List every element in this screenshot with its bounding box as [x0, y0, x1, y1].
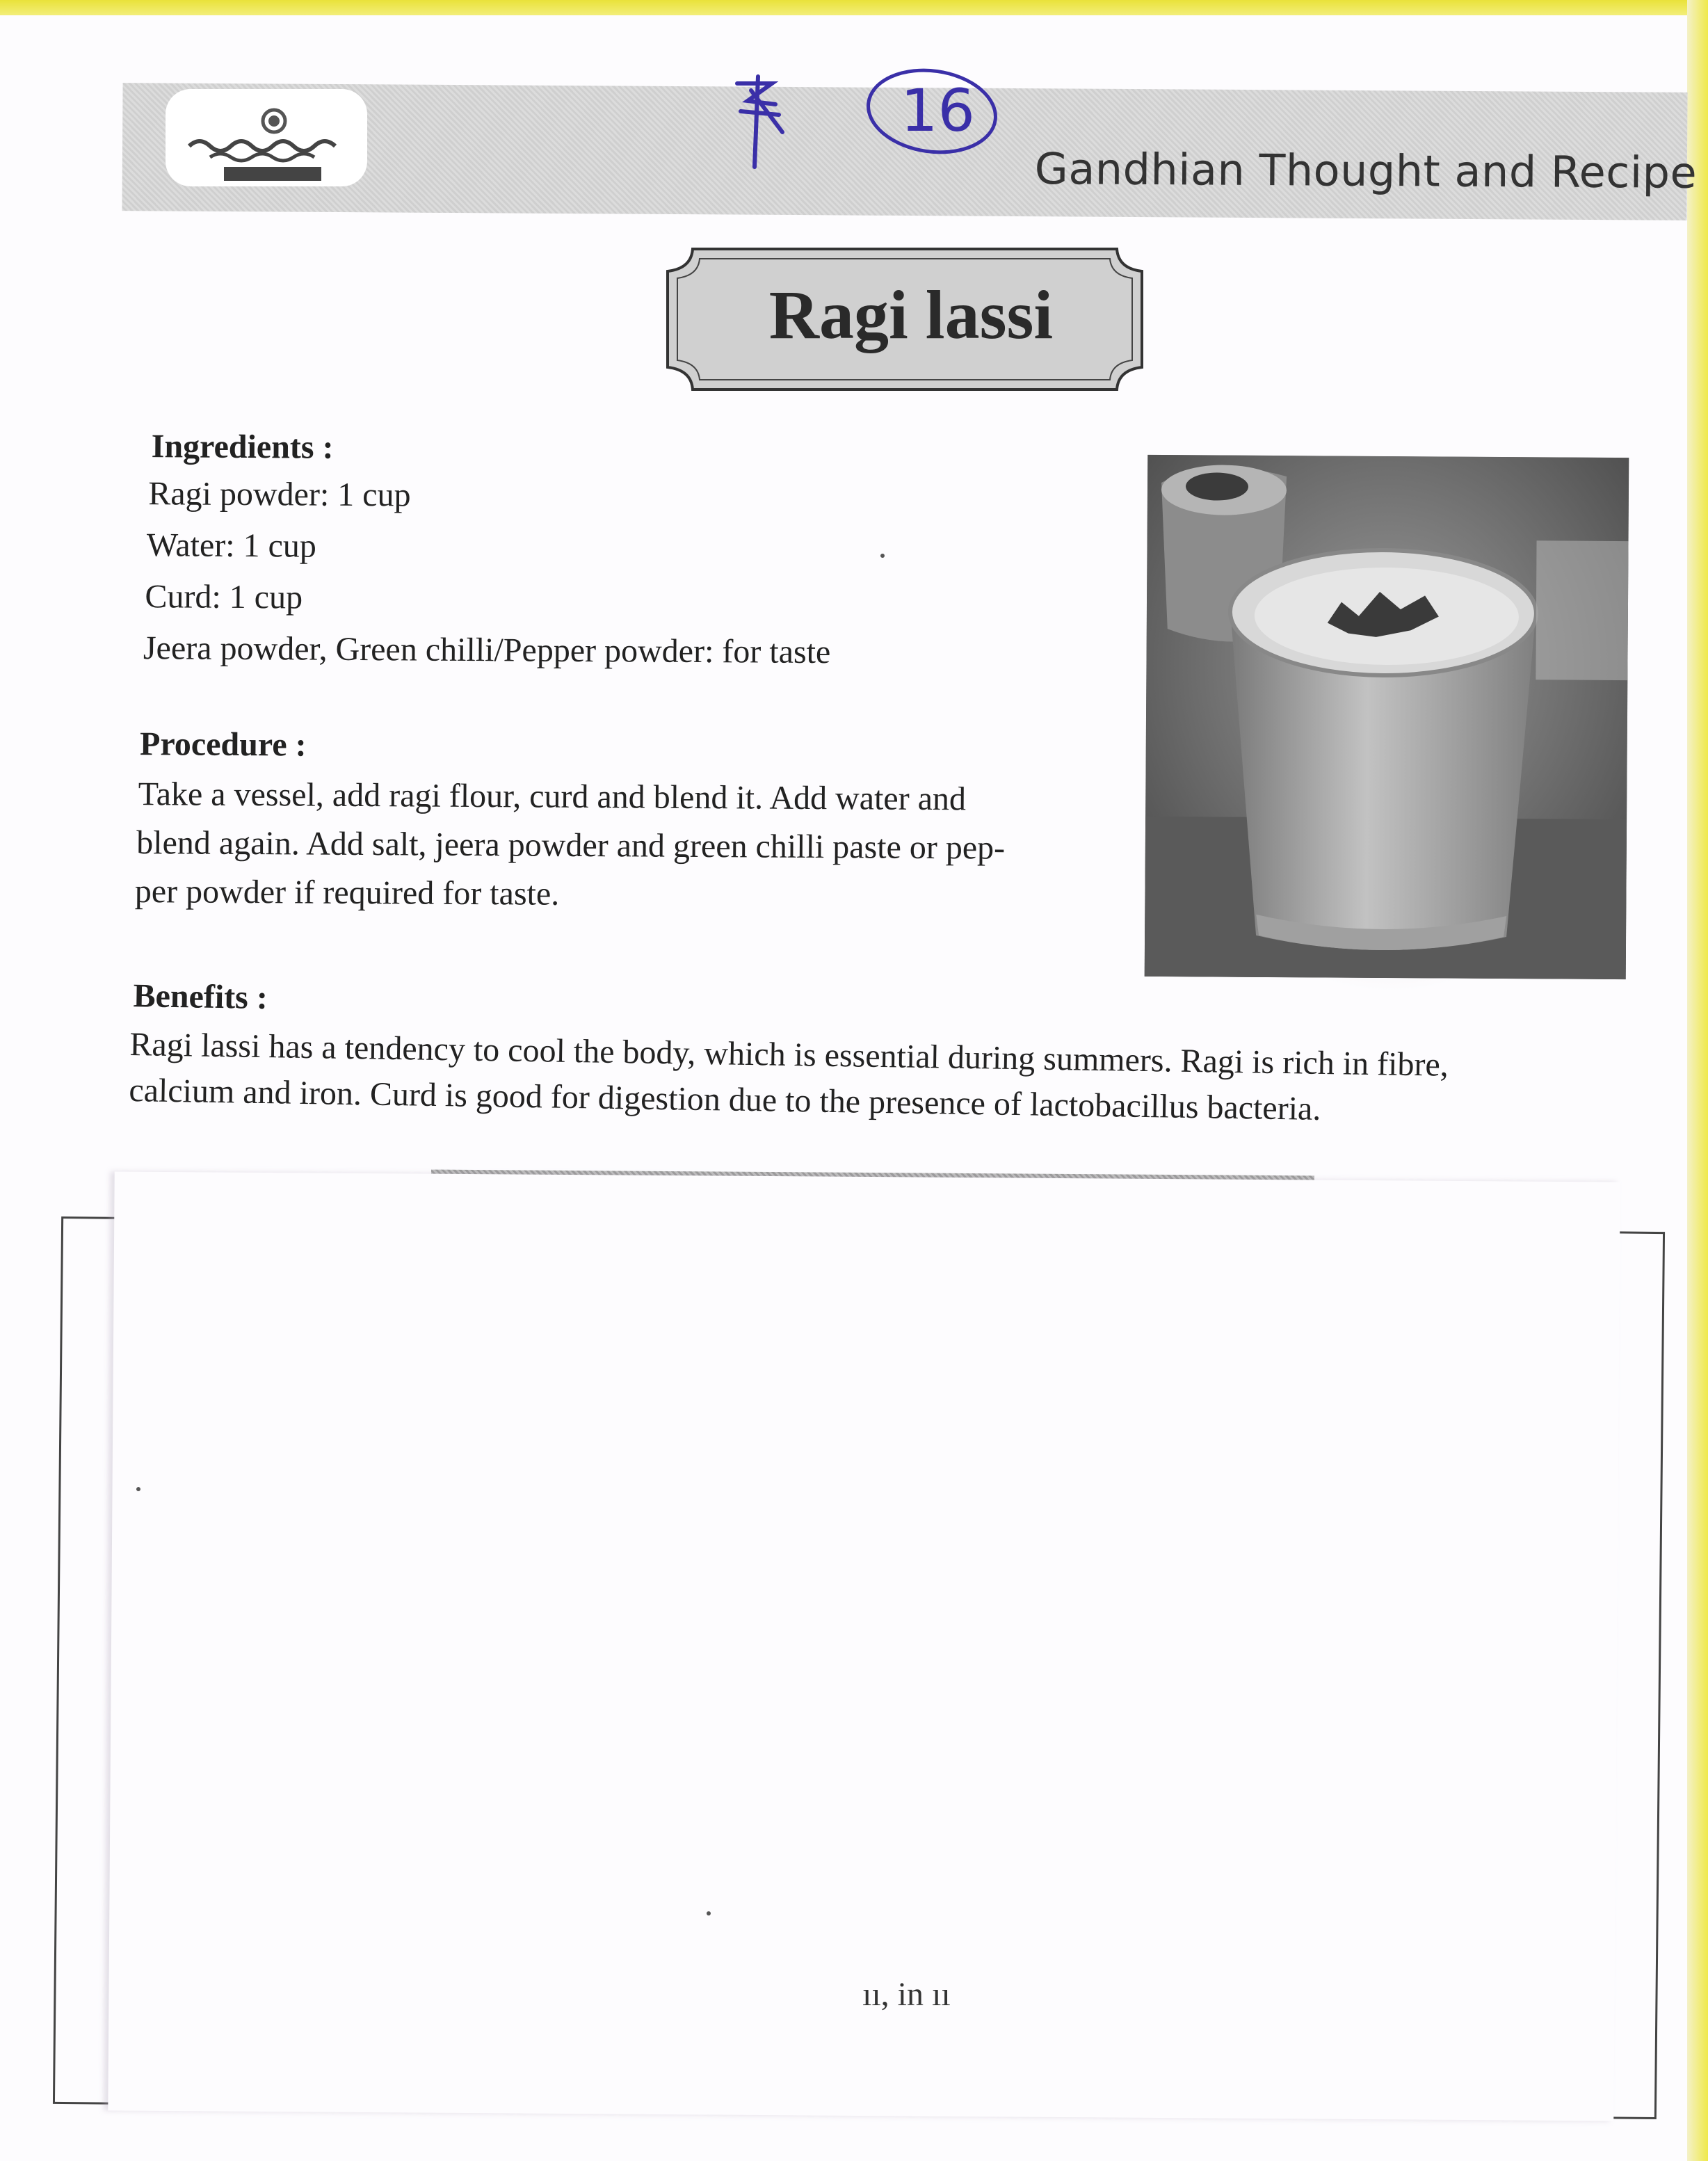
page-number: 16: [901, 77, 975, 145]
yellow-highlighter-right: [1687, 0, 1708, 2161]
benefits-line: Ragi lassi has a tendency to cool the body, which is essential during summers. Ragi is rich in fibre,: [129, 1026, 1449, 1084]
speck: [136, 1487, 140, 1491]
ingredient-item: Ragi powder: 1 cup: [148, 475, 411, 514]
section-title: Gandhian Thought and Recipe: [1034, 143, 1698, 198]
wave-sun-logo-icon: [182, 97, 349, 188]
procedure-heading: Procedure :: [139, 725, 307, 764]
ingredients-heading: Ingredients :: [151, 428, 334, 466]
speck: [880, 554, 885, 558]
footer-fragment: ıı, in ıı: [862, 1976, 951, 2013]
lassi-glass-illustration: [1145, 455, 1629, 979]
procedure-line: per powder if required for taste.: [134, 873, 560, 913]
ingredient-item: Jeera powder, Green chilli/Pepper powder: for taste: [143, 629, 831, 671]
yellow-highlighter-top: [0, 0, 1708, 15]
handwritten-annotation: [716, 63, 1008, 181]
benefits-line: calcium and iron. Curd is good for digestion due to the presence of lactobacillus bacteria.: [129, 1072, 1321, 1127]
procedure-line: blend again. Add salt, jeera powder and green chilli paste or pep-: [136, 824, 1006, 867]
recipe-title: Ragi lassi: [768, 276, 1054, 353]
ingredient-item: Water: 1 cup: [146, 527, 317, 565]
lassi-glass-photo: [1145, 455, 1629, 979]
benefits-heading: Benefits :: [133, 977, 268, 1017]
speck: [707, 1911, 711, 1915]
procedure-line: Take a vessel, add ragi flour, curd and blend it. Add water and: [138, 776, 967, 818]
ingredient-item: Curd: 1 cup: [145, 578, 303, 616]
